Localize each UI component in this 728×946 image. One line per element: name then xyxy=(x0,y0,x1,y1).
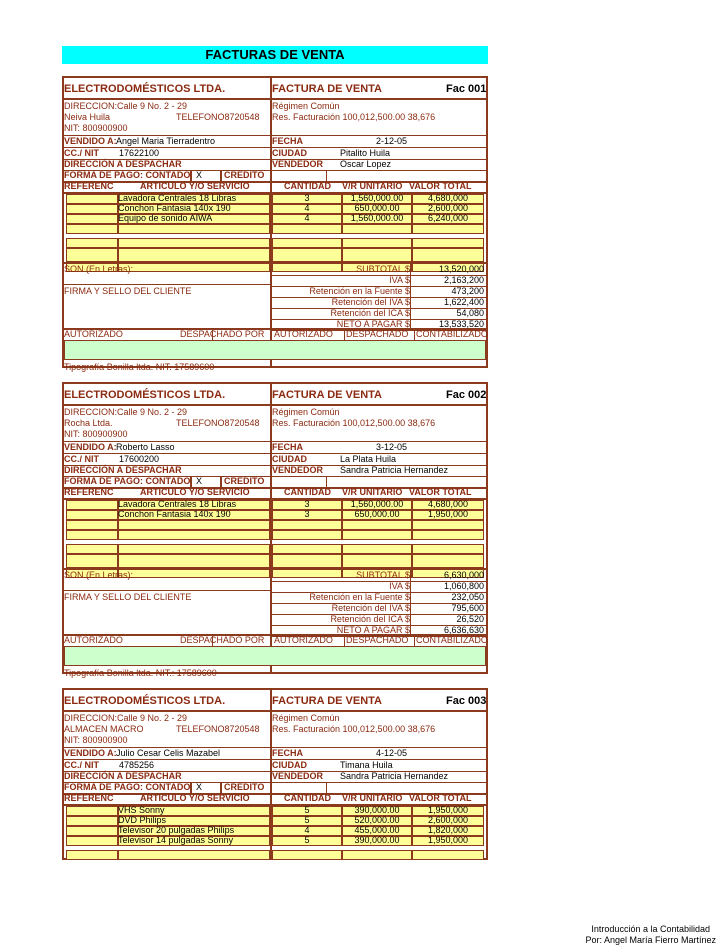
header-articulo: ARTICULO Y/O SERVICIO xyxy=(140,487,250,497)
city-line: Rocha Ltda. xyxy=(64,418,113,428)
x-mark: X xyxy=(196,782,203,792)
value-neto: 6,636,630 xyxy=(443,625,484,635)
autorizado-left: AUTORIZADO xyxy=(64,635,123,645)
value-iva: 1,060,800 xyxy=(443,581,484,591)
item-total-value: 1,950,000 xyxy=(427,805,469,815)
value-ret-fuente: 232,050 xyxy=(451,592,484,602)
address: DIRECCION:Calle 9 No. 2 - 29 xyxy=(64,407,188,417)
item-description: Conchon Fantasia 140x 190 xyxy=(118,203,231,213)
nit: NIT: 800900900 xyxy=(64,123,128,133)
ciudad-value: La Plata Huila xyxy=(340,454,397,464)
item-total-value: 6,240,000 xyxy=(427,213,469,223)
invoice-number: Fac 001 xyxy=(446,83,487,95)
item-total-value: 2,600,000 xyxy=(427,203,469,213)
invoice-2 xyxy=(62,382,488,678)
item-quantity: 4 xyxy=(304,825,310,835)
cc-value: 17622100 xyxy=(119,148,160,158)
x-mark: X xyxy=(196,170,203,180)
item-unit-value: 650,000.00 xyxy=(354,509,400,519)
item-quantity: 4 xyxy=(304,213,310,223)
item-description: Lavadora Centrales 18 Libras xyxy=(118,499,237,509)
label-ret-iva: Retención del IVA $ xyxy=(331,297,410,307)
item-quantity: 4 xyxy=(304,203,310,213)
res-facturacion: Res. Facturación 100,012,500.00 38,676 xyxy=(272,724,436,734)
cc-value: 17600200 xyxy=(119,454,160,464)
telefono: TELEFONO8720548 xyxy=(176,724,260,734)
city-line: Neiva Huila xyxy=(64,112,111,122)
item-quantity: 3 xyxy=(304,509,310,519)
vendedor-label: VENDEDOR xyxy=(272,465,324,475)
item-unit-value: 1,560,000.00 xyxy=(350,499,404,509)
invoice-number: Fac 003 xyxy=(446,695,487,707)
header-cantidad: CANTIDAD xyxy=(284,181,331,191)
contabilizado: CONTABILIZADO xyxy=(416,635,488,645)
vendido-value: Angel Maria Tierradentro xyxy=(116,136,216,146)
fecha-label: FECHA xyxy=(272,442,303,452)
vendido-label: VENDIDO A: xyxy=(64,442,117,452)
address: DIRECCION:Calle 9 No. 2 - 29 xyxy=(64,101,188,111)
item-total-value: 4,680,000 xyxy=(427,499,469,509)
value-ret-ica: 26,520 xyxy=(456,614,484,624)
header-valor-total: VALOR TOTAL xyxy=(409,793,472,803)
despachado-por: DESPACHADO POR xyxy=(180,635,265,645)
header-articulo: ARTICULO Y/O SERVICIO xyxy=(140,793,250,803)
item-total-value: 1,820,000 xyxy=(427,825,469,835)
telefono: TELEFONO8720548 xyxy=(176,418,260,428)
tipografia: Tipografía Bonilla ltda. NIT.: 17589600 xyxy=(64,668,217,678)
vendido-value: Julio Cesar Celis Mazabel xyxy=(116,748,221,758)
x-mark: X xyxy=(196,476,203,486)
fecha-label: FECHA xyxy=(272,748,303,758)
tipografia: Tipografía Bonilla ltda. NIT. 17589600 xyxy=(64,362,215,372)
ciudad-value: Pitalito Huila xyxy=(340,148,391,158)
vendido-label: VENDIDO A: xyxy=(64,136,117,146)
header-ref: REFERENC xyxy=(64,793,114,803)
footer-line-2: Por: Angel María Fierro Martínez xyxy=(585,935,716,945)
label-ret-fuente: Retención en la Fuente $ xyxy=(309,286,410,296)
fecha-label: FECHA xyxy=(272,136,303,146)
header-ref: REFERENC xyxy=(64,487,114,497)
credito: CREDITO xyxy=(224,170,265,180)
ciudad-label: CIUDAD xyxy=(272,148,307,158)
header-ref: REFERENC xyxy=(64,181,114,191)
regimen: Régimen Común xyxy=(272,407,340,417)
item-unit-value: 390,000.00 xyxy=(354,805,400,815)
header-valor-total: VALOR TOTAL xyxy=(409,487,472,497)
item-description: DVD Philips xyxy=(118,815,167,825)
factura-label: FACTURA DE VENTA xyxy=(272,695,382,707)
fecha-value: 3-12-05 xyxy=(376,442,408,452)
value-subtotal: 13,520,000 xyxy=(438,264,484,274)
item-description: Televisor 14 pulgadas Sonny xyxy=(118,835,234,845)
address: DIRECCION:Calle 9 No. 2 - 29 xyxy=(64,713,188,723)
despachado: DESPACHADO xyxy=(346,635,409,645)
label-ret-fuente: Retención en la Fuente $ xyxy=(309,592,410,602)
label-iva: IVA $ xyxy=(389,581,410,591)
value-ret-fuente: 473,200 xyxy=(451,286,484,296)
item-quantity: 3 xyxy=(304,193,310,203)
autorizado-right: AUTORIZADO xyxy=(274,635,333,645)
res-facturacion: Res. Facturación 100,012,500.00 38,676 xyxy=(272,418,436,428)
item-description: Conchon Fantasia 140x 190 xyxy=(118,509,231,519)
dir-despachar: DIRECCIÓN A DESPACHAR xyxy=(64,159,182,169)
dir-despachar: DIRECCIÓN A DESPACHAR xyxy=(64,771,182,781)
invoice-3 xyxy=(62,688,488,860)
label-ret-iva: Retención del IVA $ xyxy=(331,603,410,613)
item-quantity: 5 xyxy=(304,805,310,815)
item-description: Equipo de sonido AIWA xyxy=(118,213,213,223)
credito: CREDITO xyxy=(224,476,265,486)
item-unit-value: 1,560,000.00 xyxy=(350,193,404,203)
value-ret-ica: 54,080 xyxy=(456,308,484,318)
ciudad-label: CIUDAD xyxy=(272,760,307,770)
forma-pago: FORMA DE PAGO: CONTADO xyxy=(64,170,191,180)
company-name: ELECTRODOMÉSTICOS LTDA. xyxy=(64,695,226,707)
header-vr-unitario: V/R UNITARIO xyxy=(342,793,403,803)
item-unit-value: 455,000.00 xyxy=(354,825,400,835)
value-neto: 13,533,520 xyxy=(438,319,484,329)
item-unit-value: 650,000.00 xyxy=(354,203,400,213)
vendedor-value: Sandra Patricia Hernandez xyxy=(340,465,449,475)
nit: NIT: 800900900 xyxy=(64,735,128,745)
value-ret-iva: 1,622,400 xyxy=(443,297,484,307)
value-subtotal: 6,630,000 xyxy=(443,570,484,580)
credito: CREDITO xyxy=(224,782,265,792)
label-iva: IVA $ xyxy=(389,275,410,285)
son-label: SON (En Letras): xyxy=(64,264,134,274)
despachado: DESPACHADO xyxy=(346,329,409,339)
footer xyxy=(585,924,716,946)
dir-despachar: DIRECCIÓN A DESPACHAR xyxy=(64,465,182,475)
vendido-label: VENDIDO A: xyxy=(64,748,117,758)
vendedor-value: Sandra Patricia Hernandez xyxy=(340,771,449,781)
item-unit-value: 390,000.00 xyxy=(354,835,400,845)
header-vr-unitario: V/R UNITARIO xyxy=(342,181,403,191)
header-vr-unitario: V/R UNITARIO xyxy=(342,487,403,497)
invoice-number: Fac 002 xyxy=(446,389,487,401)
page-title: FACTURAS DE VENTA xyxy=(62,46,488,64)
invoice-1 xyxy=(62,76,488,372)
cc-label: CC./ NIT xyxy=(64,454,99,464)
item-quantity: 3 xyxy=(304,499,310,509)
despachado-por: DESPACHADO POR xyxy=(180,329,265,339)
item-description: Lavadora Centrales 18 Libras xyxy=(118,193,237,203)
forma-pago: FORMA DE PAGO: CONTADO xyxy=(64,476,191,486)
item-total-value: 4,680,000 xyxy=(427,193,469,203)
item-total-value: 2,600,000 xyxy=(427,815,469,825)
factura-label: FACTURA DE VENTA xyxy=(272,389,382,401)
item-total-value: 1,950,000 xyxy=(427,509,469,519)
autorizado-right: AUTORIZADO xyxy=(274,329,333,339)
res-facturacion: Res. Facturación 100,012,500.00 38,676 xyxy=(272,112,436,122)
item-unit-value: 1,560,000.00 xyxy=(350,213,404,223)
autorizado-left: AUTORIZADO xyxy=(64,329,123,339)
header-cantidad: CANTIDAD xyxy=(284,487,331,497)
cc-label: CC./ NIT xyxy=(64,148,99,158)
item-total-value: 1,950,000 xyxy=(427,835,469,845)
header-articulo: ARTICULO Y/O SERVICIO xyxy=(140,181,250,191)
firma-label: FIRMA Y SELLO DEL CLIENTE xyxy=(64,286,192,296)
regimen: Régimen Común xyxy=(272,101,340,111)
company-name: ELECTRODOMÉSTICOS LTDA. xyxy=(64,389,226,401)
contabilizado: CONTABILIZADO xyxy=(416,329,488,339)
nit: NIT: 800900900 xyxy=(64,429,128,439)
label-ret-ica: Retención del ICA $ xyxy=(330,308,410,318)
value-iva: 2,163,200 xyxy=(443,275,484,285)
vendedor-value: Oscar Lopez xyxy=(340,159,392,169)
cc-label: CC./ NIT xyxy=(64,760,99,770)
item-description: Televisor 20 pulgadas Philips xyxy=(118,825,235,835)
firma-label: FIRMA Y SELLO DEL CLIENTE xyxy=(64,592,192,602)
item-quantity: 5 xyxy=(304,815,310,825)
telefono: TELEFONO8720548 xyxy=(176,112,260,122)
city-line: ALMACEN MACRO xyxy=(64,724,144,734)
regimen: Régimen Común xyxy=(272,713,340,723)
label-subtotal: SUBTOTAL $ xyxy=(356,264,410,274)
company-name: ELECTRODOMÉSTICOS LTDA. xyxy=(64,83,226,95)
footer-line-1: Introducción a la Contabilidad xyxy=(591,924,710,934)
cc-value: 4785256 xyxy=(119,760,155,770)
item-description: VHS Sonny xyxy=(118,805,165,815)
ciudad-label: CIUDAD xyxy=(272,454,307,464)
label-subtotal: SUBTOTAL $ xyxy=(356,570,410,580)
fecha-value: 2-12-05 xyxy=(376,136,408,146)
vendedor-label: VENDEDOR xyxy=(272,159,324,169)
son-label: SON (En Letras): xyxy=(64,570,134,580)
vendido-value: Roberto Lasso xyxy=(116,442,175,452)
ciudad-value: Timana Huila xyxy=(340,760,393,770)
header-cantidad: CANTIDAD xyxy=(284,793,331,803)
item-unit-value: 520,000.00 xyxy=(354,815,400,825)
label-neto: NETO A PAGAR $ xyxy=(336,625,410,635)
header-valor-total: VALOR TOTAL xyxy=(409,181,472,191)
fecha-value: 4-12-05 xyxy=(376,748,408,758)
value-ret-iva: 795,600 xyxy=(451,603,484,613)
forma-pago: FORMA DE PAGO: CONTADO xyxy=(64,782,191,792)
label-neto: NETO A PAGAR $ xyxy=(336,319,410,329)
item-quantity: 5 xyxy=(304,835,310,845)
label-ret-ica: Retención del ICA $ xyxy=(330,614,410,624)
vendedor-label: VENDEDOR xyxy=(272,771,324,781)
factura-label: FACTURA DE VENTA xyxy=(272,83,382,95)
